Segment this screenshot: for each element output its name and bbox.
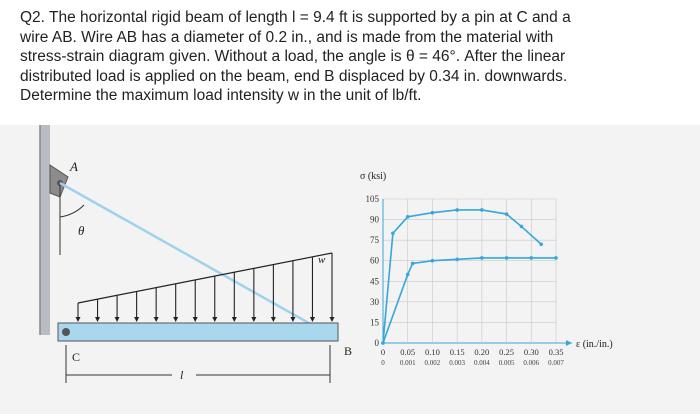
load-arrowhead	[290, 317, 295, 322]
pin-c	[62, 328, 70, 336]
chart-ylabel: σ (ksi)	[360, 171, 387, 182]
problem-line-1: Q2. The horizontal rigid beam of length l = 9.4 ft is supported by a pin at C and a	[20, 9, 571, 26]
problem-line-4: distributed load is applied on the beam, end B displaced by 0.34 in. downwards.	[20, 67, 568, 85]
x-axis-arrowhead	[566, 340, 572, 346]
load-arrowhead	[95, 317, 100, 322]
x-tick-label-bottom: 0	[381, 359, 385, 367]
x-tick-label-top: 0.10	[424, 347, 440, 357]
series-point	[431, 211, 435, 215]
y-tick-label: 75	[370, 235, 379, 246]
series-point	[391, 231, 395, 235]
load-arrowhead	[134, 317, 139, 322]
series-point	[431, 259, 435, 263]
x-tick-label-top: 0.35	[548, 347, 564, 357]
problem-line-5: Determine the maximum load intensity w in the unit of lb/ft.	[20, 87, 422, 104]
load-arrowhead	[232, 317, 237, 322]
load-arrowhead	[212, 317, 217, 322]
load-arrowhead	[76, 317, 81, 322]
load-arrowhead	[115, 317, 120, 322]
y-tick-labels	[366, 194, 380, 348]
figure-svg	[0, 125, 700, 414]
load-arrowhead	[330, 317, 335, 322]
x-tick-label-bottom: 0.002	[424, 359, 441, 367]
theta-arc	[60, 205, 84, 217]
y-tick-label: 30	[370, 296, 379, 307]
x-tick-label-bottom: 0.001	[399, 359, 416, 367]
series-point	[505, 256, 509, 260]
x-tick-label-top: 0.15	[449, 347, 465, 357]
x-tick-label-bottom: 0.003	[449, 359, 466, 367]
figure-area	[0, 125, 700, 414]
load-arrowhead	[154, 317, 159, 322]
chart-xlabel: ε (in./in.)	[576, 339, 613, 350]
y-tick-label: 90	[370, 214, 379, 225]
label-c: C	[72, 350, 81, 364]
problem-line-3: stress-strain diagram given. Without a load, the angle is θ = 46°. After the linear	[20, 48, 566, 65]
label-w: w	[318, 254, 326, 266]
x-tick-label-top: 0.20	[474, 347, 490, 357]
load-arrowhead	[251, 317, 256, 322]
label-l: l	[180, 368, 184, 382]
problem-statement	[20, 8, 680, 106]
series-point	[480, 208, 484, 212]
wall	[40, 125, 50, 335]
x-tick-label-bottom: 0.006	[523, 359, 540, 367]
series-point	[406, 273, 410, 277]
x-tick-label-bottom: 0.007	[548, 359, 564, 367]
label-b: B	[344, 344, 353, 358]
label-theta: θ	[78, 223, 85, 238]
x-tick-label-bottom: 0.005	[498, 359, 515, 367]
load-arrowhead	[310, 317, 315, 322]
x-tick-label-top: 0.05	[400, 347, 416, 357]
y-tick-label: 45	[370, 276, 379, 287]
load-arrowhead	[193, 317, 198, 322]
series-point	[539, 242, 543, 246]
beam	[58, 323, 338, 341]
y-tick-label: 105	[365, 194, 379, 204]
series-point	[520, 225, 524, 229]
beam-diagram	[40, 125, 352, 383]
stress-strain-chart	[360, 171, 613, 367]
y-tick-label: 0	[374, 338, 379, 348]
load-envelope	[78, 253, 332, 303]
series-curve-2	[383, 258, 556, 343]
series-point	[455, 208, 459, 212]
series-point	[505, 212, 509, 216]
x-tick-label-top: 0.25	[499, 347, 515, 357]
x-tick-label-top: 0	[380, 347, 386, 357]
x-tick-label-bottom: 0.004	[473, 359, 490, 367]
load-arrowhead	[271, 317, 276, 322]
series-point	[529, 256, 533, 260]
y-tick-label: 15	[370, 317, 379, 328]
problem-line-2: wire AB. Wire AB has a diameter of 0.2 in., and is made from the material with	[20, 28, 554, 46]
series-point	[455, 258, 459, 262]
load-arrowhead	[173, 317, 178, 322]
x-tick-labels-top	[381, 347, 564, 357]
series-point	[554, 256, 558, 260]
x-tick-labels-bottom	[381, 359, 564, 367]
series-point	[411, 262, 415, 266]
series-point	[406, 215, 410, 219]
x-tick-label-top: 0.30	[523, 347, 539, 357]
y-tick-label: 60	[370, 255, 379, 266]
series-point	[381, 341, 385, 345]
series-point	[480, 256, 484, 260]
label-a: A	[70, 159, 78, 174]
